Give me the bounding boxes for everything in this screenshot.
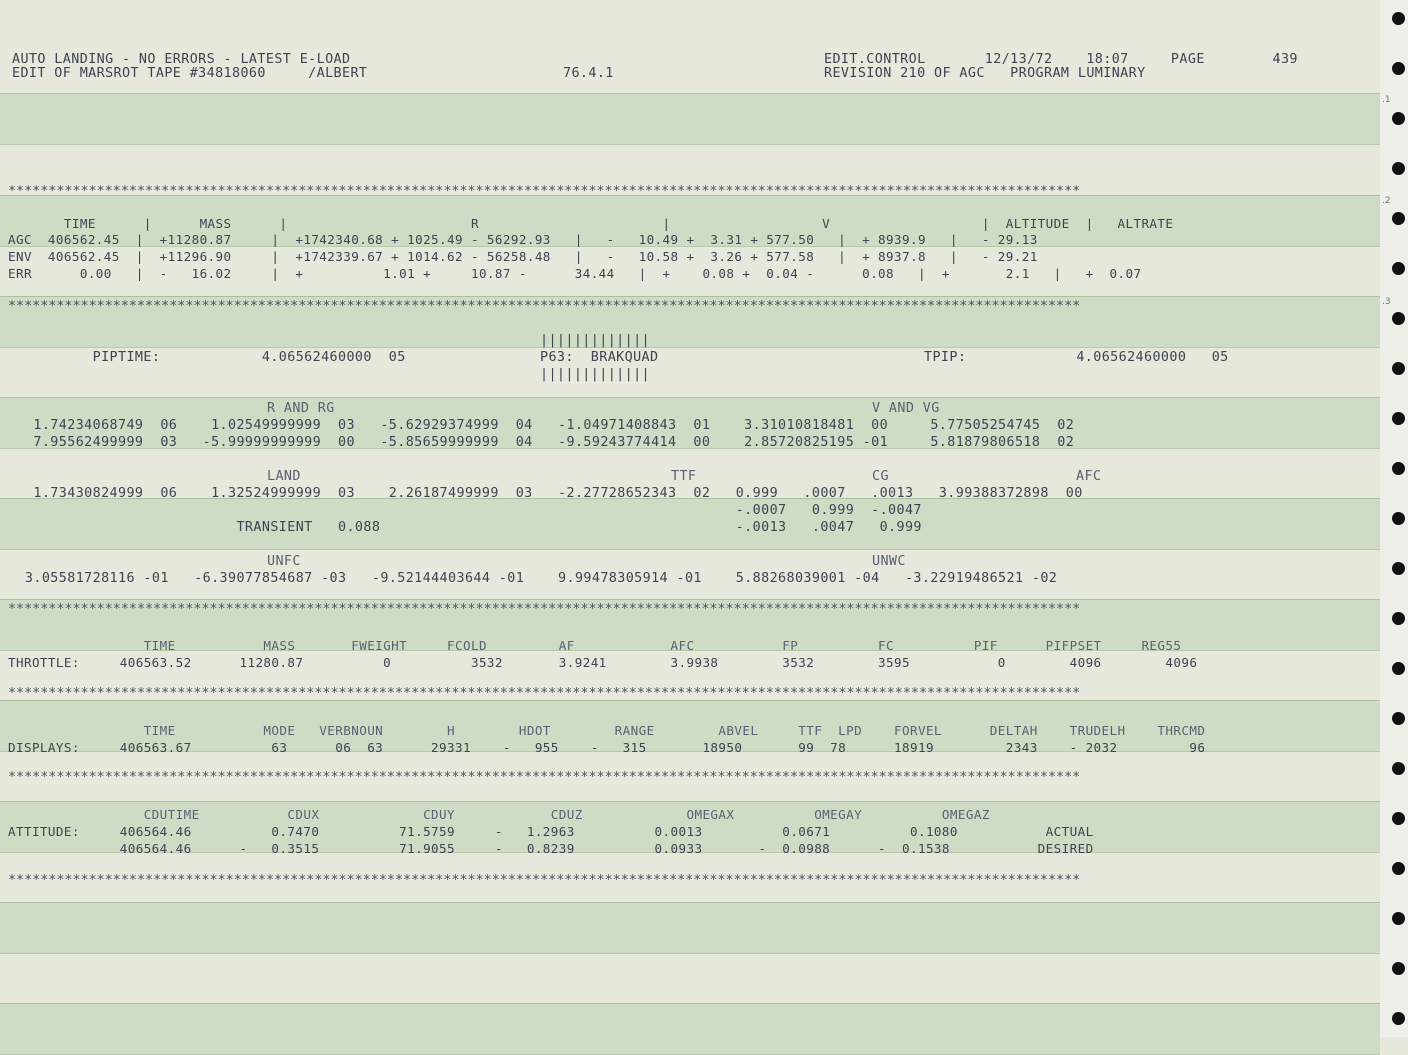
throttle-row: THROTTLE: 406563.52 11280.87 0 3532 3.9241 3.9938 3532 3595 0 4096 4096 <box>8 655 1198 670</box>
feed-hole-icon <box>1392 12 1405 25</box>
header-edit-control: EDIT.CONTROL 12/13/72 18:07 PAGE 439 <box>824 52 1298 67</box>
feed-hole-icon <box>1392 312 1405 325</box>
feed-hole-icon <box>1392 812 1405 825</box>
header-tape-info: EDIT OF MARSROT TAPE #34818060 /ALBERT <box>12 66 368 81</box>
separator-stars: ************************************************************************************************************************************* <box>8 602 1081 617</box>
bars-bottom: ||||||||||||| <box>540 367 651 382</box>
tpip-value: TPIP: 4.06562460000 05 <box>924 350 1229 365</box>
feed-hole-icon <box>1392 862 1405 875</box>
separator-stars: ************************************************************************************************************************************* <box>8 184 1081 199</box>
land-row: 1.73430824999 06 1.32524999999 03 2.26187499999 03 -2.27728652343 02 0.999 .0007 .0013 3.99388372898 00 <box>8 486 1083 501</box>
separator-stars: ************************************************************************************************************************************* <box>8 299 1081 314</box>
bars-top: ||||||||||||| <box>540 333 651 348</box>
feed-hole-icon <box>1392 512 1405 525</box>
attitude-row-desired: 406564.46 - 0.3515 71.9055 - 0.8239 0.0933 - 0.0988 - 0.1538 DESIRED <box>8 841 1094 856</box>
transient-row: TRANSIENT 0.088 -.0013 .0047 0.999 <box>8 520 922 535</box>
feed-hole-icon <box>1392 62 1405 75</box>
margin-mark: .3 <box>1382 297 1391 307</box>
r-and-rg-label: R AND RG <box>267 401 335 416</box>
state-row-err: ERR 0.00 | - 16.02 | + 1.01 + 10.87 - 34.44 | + 0.08 + 0.04 - 0.08 | + 2.1 | + 0.07 <box>8 266 1142 281</box>
greenbar-band <box>0 93 1380 145</box>
header-revision: REVISION 210 OF AGC PROGRAM LUMINARY <box>824 66 1146 81</box>
greenbar-band <box>0 1003 1380 1055</box>
feed-hole-icon <box>1392 112 1405 125</box>
unwc-label: UNWC <box>872 554 906 569</box>
feed-hole-icon <box>1392 412 1405 425</box>
program-name: P63: BRAKQUAD <box>540 350 659 365</box>
feed-hole-icon <box>1392 462 1405 475</box>
feed-hole-icon <box>1392 562 1405 575</box>
feed-hole-icon <box>1392 1012 1405 1025</box>
feed-hole-icon <box>1392 762 1405 775</box>
unfc-row: 3.05581728116 -01 -6.39077854687 -03 -9.52144403644 -01 9.99478305914 -01 5.88268039001 -04 -3.22919486521 -02 <box>8 571 1058 586</box>
attitude-row-actual: ATTITUDE: 406564.46 0.7470 71.5759 - 1.2963 0.0013 0.0671 0.1080 ACTUAL <box>8 824 1094 839</box>
separator-stars: ************************************************************************************************************************************* <box>8 686 1081 701</box>
throttle-header: TIME MASS FWEIGHT FCOLD AF AFC FP FC PIF PIFPSET REG55 <box>8 638 1182 653</box>
state-row-env: ENV 406562.45 | +11296.90 | +1742339.67 + 1014.62 - 56258.48 | - 10.58 + 3.26 + 577.58 | + 8937.8 | - 29.21 <box>8 249 1038 264</box>
feed-hole-icon <box>1392 962 1405 975</box>
greenbar-band <box>0 902 1380 954</box>
r-rg-row: 7.95562499999 03 -5.99999999999 00 -5.85659999999 04 -9.59243774414 00 2.85720825195 -01 5.81879806518 02 <box>8 435 1075 450</box>
cg-label: CG <box>872 469 889 484</box>
r-rg-row: 1.74234068749 06 1.02549999999 03 -5.62929374999 04 -1.04971408843 01 3.31010818481 00 5.77505254745 02 <box>8 418 1075 433</box>
feed-hole-icon <box>1392 712 1405 725</box>
displays-header: TIME MODE VERBNOUN H HDOT RANGE ABVEL TTF LPD FORVEL DELTAH TRUDELH THRCMD <box>8 723 1206 738</box>
separator-stars: ************************************************************************************************************************************* <box>8 873 1081 888</box>
feed-hole-icon <box>1392 362 1405 375</box>
header-version: 76.4.1 <box>563 66 614 81</box>
state-row-agc: AGC 406562.45 | +11280.87 | +1742340.68 + 1025.49 - 56292.93 | - 10.49 + 3.31 + 577.50 | + 8939.9 | - 29.13 <box>8 232 1038 247</box>
header-title: AUTO LANDING - NO ERRORS - LATEST E-LOAD <box>12 52 351 67</box>
piptime-value: PIPTIME: 4.06562460000 05 <box>8 350 406 365</box>
unfc-label: UNFC <box>267 554 301 569</box>
feed-hole-icon <box>1392 662 1405 675</box>
land-label: LAND <box>267 469 301 484</box>
feed-hole-icon <box>1392 262 1405 275</box>
cg-matrix-row: -.0007 0.999 -.0047 <box>8 503 922 518</box>
feed-hole-icon <box>1392 912 1405 925</box>
attitude-header: CDUTIME CDUX CDUY CDUZ OMEGAX OMEGAY OMEGAZ <box>8 807 990 822</box>
displays-row: DISPLAYS: 406563.67 63 06 63 29331 - 955 - 315 18950 99 78 18919 2343 - 2032 96 <box>8 740 1206 755</box>
feed-hole-icon <box>1392 212 1405 225</box>
afc-label: AFC <box>1076 469 1102 484</box>
feed-hole-icon <box>1392 162 1405 175</box>
state-table-header: TIME | MASS | R | V | ALTITUDE | ALTRATE <box>8 216 1174 231</box>
margin-mark: .2 <box>1382 196 1391 206</box>
v-and-vg-label: V AND VG <box>872 401 940 416</box>
ttf-label: TTF <box>671 469 697 484</box>
feed-hole-icon <box>1392 612 1405 625</box>
margin-mark: .1 <box>1382 95 1391 105</box>
separator-stars: ************************************************************************************************************************************* <box>8 770 1081 785</box>
